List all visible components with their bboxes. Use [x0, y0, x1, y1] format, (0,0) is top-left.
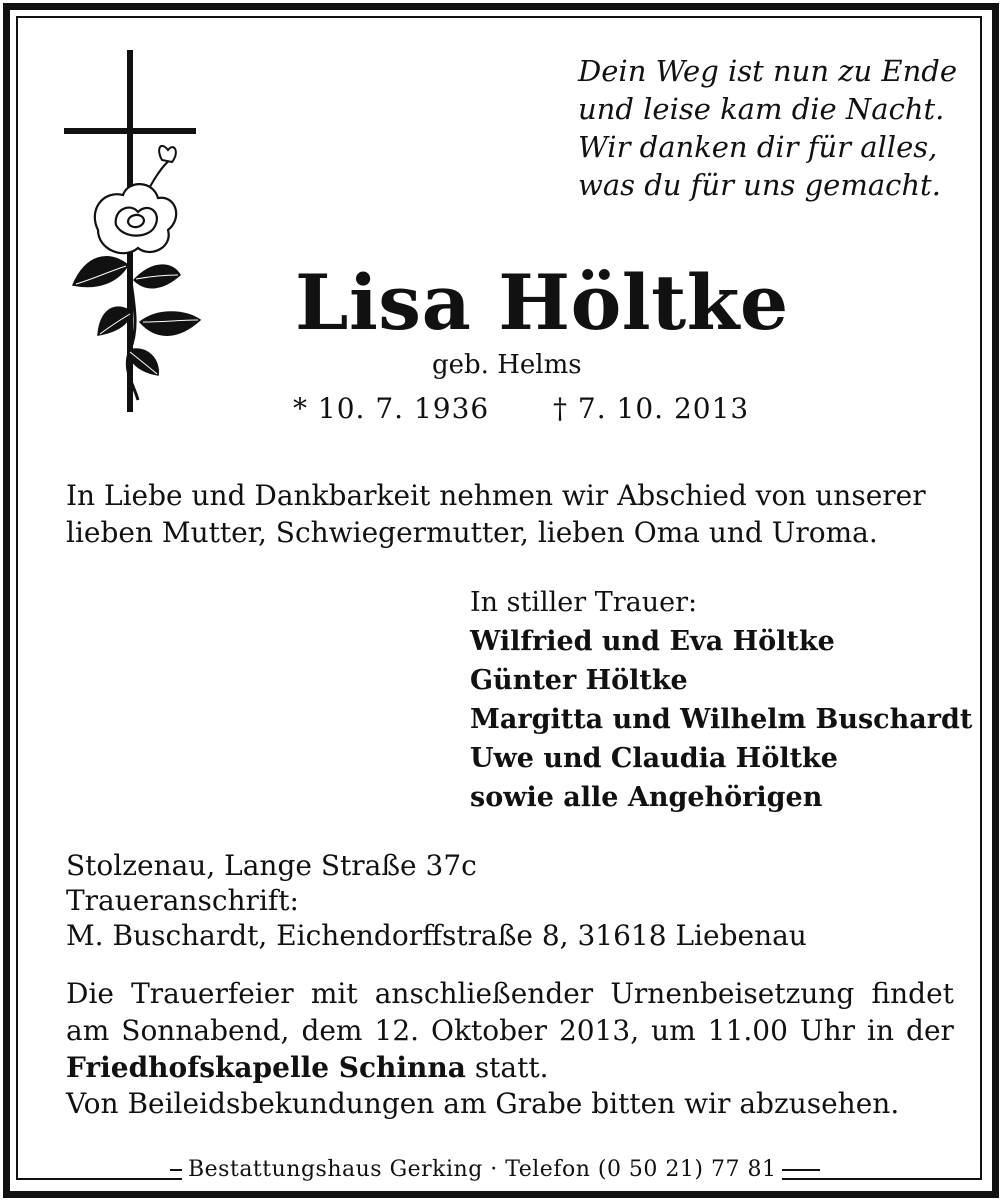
ceremony-word: Trauerfeier — [131, 977, 294, 1010]
ceremony-word: findet — [871, 977, 954, 1010]
funeral-home-footer: Bestattungshaus Gerking · Telefon (0 50 21) 77 81 — [182, 1155, 782, 1185]
address-line: Stolzenau, Lange Straße 37c — [66, 849, 477, 882]
intro-text — [66, 477, 966, 551]
intro-line: In Liebe und Dankbarkeit nehmen wir Abschied von unserer — [66, 479, 926, 512]
ceremony-word: am — [66, 1014, 110, 1047]
mourners-block — [470, 583, 973, 817]
ceremony-word: Oktober — [431, 1014, 547, 1047]
mourner-name: Margitta und Wilhelm Buschardt — [470, 704, 973, 735]
poem-line: Wir danken dir für alles, — [578, 130, 938, 164]
maiden-name: geb. Helms — [432, 350, 582, 380]
cross-with-rose-icon — [58, 50, 208, 420]
mourners-label: In stiller Trauer: — [470, 587, 698, 618]
ceremony-word: 2013, — [558, 1014, 640, 1047]
ceremony-word: Die — [66, 977, 114, 1010]
mourner-name: Günter Höltke — [470, 665, 688, 696]
ceremony-word: 12. — [374, 1014, 420, 1047]
poem-line: Dein Weg ist nun zu Ende — [578, 54, 957, 88]
condolence-note: Von Beileidsbekundungen am Grabe bitten wir abzusehen. — [66, 1087, 900, 1120]
ceremony-line — [66, 975, 954, 1012]
ceremony-word: Sonnabend, — [121, 1014, 290, 1047]
address-line: Traueranschrift: — [66, 884, 299, 917]
ceremony-word: anschließender — [374, 977, 594, 1010]
address-block — [66, 848, 807, 953]
ceremony-suffix: statt. — [474, 1051, 549, 1084]
deceased-name: Lisa Höltke — [295, 258, 789, 347]
mourner-name: Wilfried und Eva Höltke — [470, 626, 835, 657]
mourner-name: Uwe und Claudia Höltke — [470, 743, 838, 774]
intro-line: lieben Mutter, Schwiegermutter, lieben Oma und Uroma. — [66, 516, 878, 549]
ceremony-word: Uhr — [799, 1014, 855, 1047]
ceremony-word: dem — [301, 1014, 363, 1047]
mourner-name: sowie alle Angehörigen — [470, 782, 823, 813]
poem-line: und leise kam die Nacht. — [578, 92, 945, 126]
poem-line: was du für uns gemacht. — [578, 168, 941, 202]
poem — [578, 52, 978, 204]
ceremony-line — [66, 1049, 954, 1086]
death-date: † 7. 10. 2013 — [553, 392, 750, 425]
ceremony-line — [66, 1012, 954, 1049]
ceremony-word: der — [906, 1014, 954, 1047]
ceremony-location: Friedhofskapelle Schinna — [66, 1051, 466, 1084]
ceremony-text — [66, 975, 954, 1086]
ceremony-word: mit — [310, 977, 358, 1010]
address-line: M. Buschardt, Eichendorffstraße 8, 31618 Liebenau — [66, 919, 807, 952]
ceremony-word: Urnenbeisetzung — [610, 977, 855, 1010]
ceremony-word: 11.00 — [707, 1014, 788, 1047]
ceremony-word: um — [651, 1014, 696, 1047]
birth-date: * 10. 7. 1936 — [293, 392, 490, 425]
ceremony-word: in — [867, 1014, 894, 1047]
